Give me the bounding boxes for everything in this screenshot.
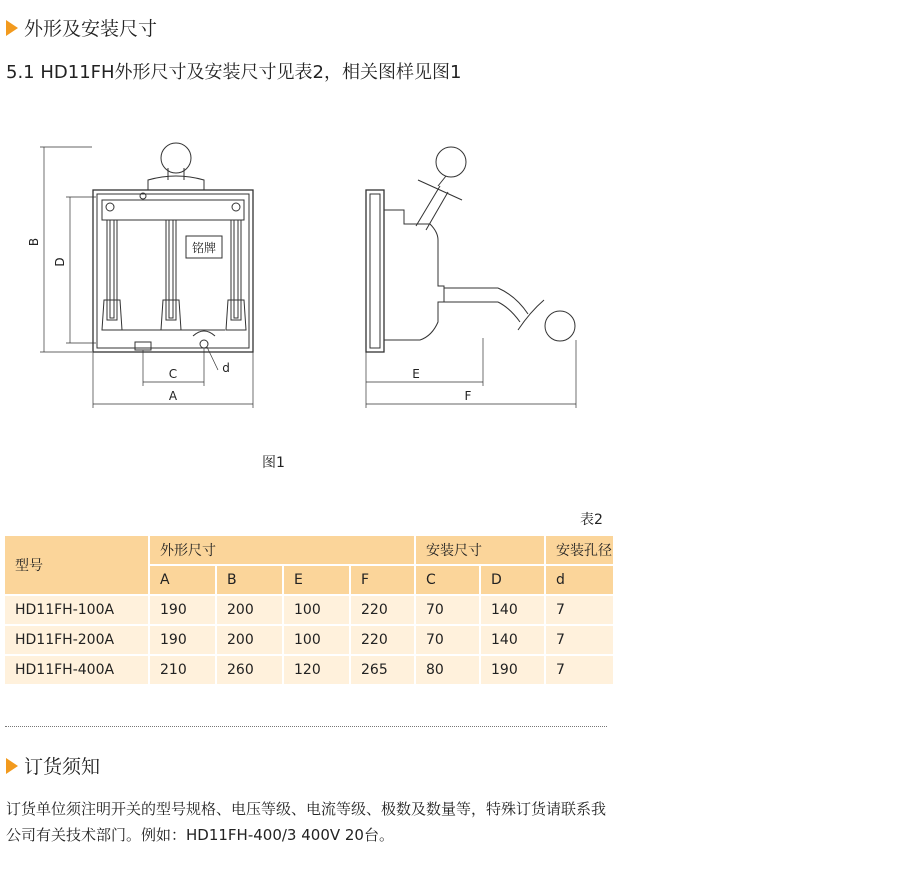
side-view <box>366 147 576 408</box>
ordering-notice: 订货单位须注明开关的型号规格、电压等级、电流等级、极数及数量等，特殊订货请联系我公司有关技术部门。例如：HD11FH-400/3 400V 20台。 <box>6 800 607 844</box>
header-col: A <box>149 565 216 595</box>
triangle-bullet-icon <box>6 20 18 36</box>
cell: 200 <box>216 625 283 655</box>
cell: 7 <box>545 655 614 685</box>
dim-label-E: E <box>412 367 420 381</box>
dim-label-F: F <box>464 389 472 403</box>
cell: 70 <box>415 595 480 625</box>
table-caption: 表2 <box>580 512 603 528</box>
header-col: d <box>545 565 614 595</box>
front-view <box>40 143 253 408</box>
dim-label-d: d <box>222 361 230 375</box>
figure-caption: 图1 <box>262 455 285 471</box>
cell: 190 <box>149 595 216 625</box>
cell: 190 <box>480 655 545 685</box>
outline-drawing <box>0 120 620 420</box>
dim-label-D: D <box>53 257 67 267</box>
dimensions-table <box>5 536 615 686</box>
cell-model: HD11FH-400A <box>5 655 149 685</box>
nameplate-label: 铭牌 <box>191 241 217 255</box>
cell: 200 <box>216 595 283 625</box>
header-col: F <box>350 565 415 595</box>
cell: 120 <box>283 655 350 685</box>
header-col: C <box>415 565 480 595</box>
header-col: D <box>480 565 545 595</box>
header-col: E <box>283 565 350 595</box>
cell: 265 <box>350 655 415 685</box>
cell: 7 <box>545 595 614 625</box>
table-row <box>5 595 614 625</box>
cell: 220 <box>350 625 415 655</box>
cell: 100 <box>283 595 350 625</box>
cell: 100 <box>283 625 350 655</box>
cell: 7 <box>545 625 614 655</box>
dim-label-B: B <box>27 237 41 247</box>
table-row <box>5 655 614 685</box>
header-install: 安装尺寸 <box>415 536 545 565</box>
cell: 80 <box>415 655 480 685</box>
cell: 140 <box>480 625 545 655</box>
cell: 210 <box>149 655 216 685</box>
dim-label-A: A <box>168 389 178 403</box>
cell: 260 <box>216 655 283 685</box>
triangle-bullet-icon <box>6 758 18 774</box>
table-row <box>5 625 614 655</box>
section-header-dimensions <box>6 14 157 41</box>
dim-label-C: C <box>168 367 178 381</box>
header-col: B <box>216 565 283 595</box>
section-header-ordering <box>6 752 100 779</box>
cell: 140 <box>480 595 545 625</box>
table-header-row <box>5 536 614 565</box>
header-model: 型号 <box>5 536 149 595</box>
cell-model: HD11FH-200A <box>5 625 149 655</box>
cell: 220 <box>350 595 415 625</box>
subtitle: 5.1 HD11FH外形尺寸及安装尺寸见表2，相关图样见图1 <box>6 62 462 83</box>
section-title: 外形及安装尺寸 <box>24 18 158 40</box>
dotted-divider <box>5 726 607 727</box>
cell: 190 <box>149 625 216 655</box>
header-hole: 安装孔径 <box>545 536 614 565</box>
cell-model: HD11FH-100A <box>5 595 149 625</box>
section-title: 订货须知 <box>24 756 101 778</box>
cell: 70 <box>415 625 480 655</box>
header-outline: 外形尺寸 <box>149 536 415 565</box>
